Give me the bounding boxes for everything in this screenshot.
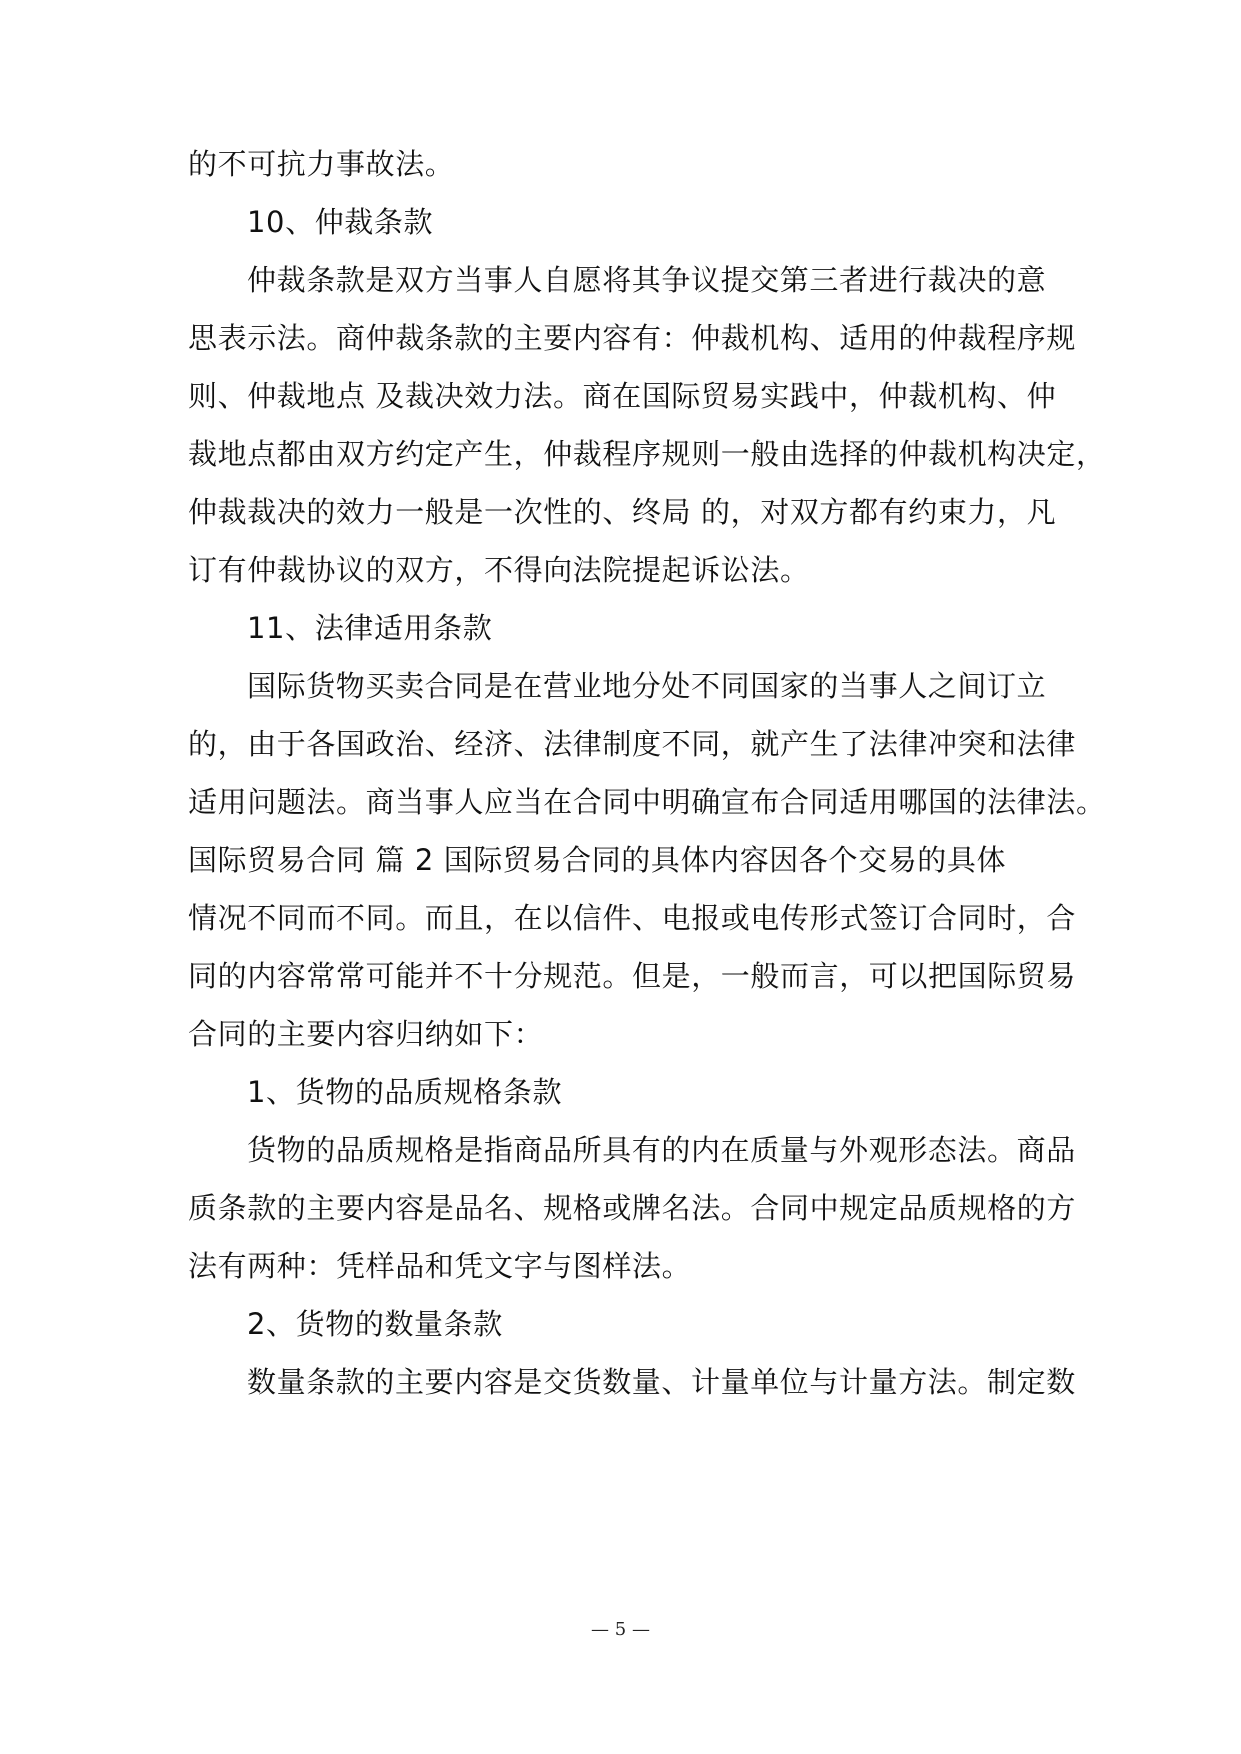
text-line: 仲裁条款是双方当事人自愿将其争议提交第三者进行裁决的意 <box>247 263 1047 297</box>
page-number: — 5 — <box>591 1619 650 1640</box>
text-line: 订有仲裁协议的双方，不得向法院提起诉讼法。 <box>188 553 810 587</box>
text-line: 法有两种：凭样品和凭文字与图样法。 <box>188 1249 692 1283</box>
text-line: 的不可抗力事故法。 <box>188 147 455 181</box>
text-line: 适用问题法。商当事人应当在合同中明确宣布合同适用哪国的法律法。 <box>188 785 1106 819</box>
section-heading-2: 2、货物的数量条款 <box>247 1307 503 1341</box>
text-line: 质条款的主要内容是品名、规格或牌名法。合同中规定品质规格的方 <box>188 1191 1077 1225</box>
text-line: 裁地点都由双方约定产生，仲裁程序规则一般由选择的仲裁机构决定， <box>188 437 1106 471</box>
text-line: 则、仲裁地点 及裁决效力法。商在国际贸易实践中，仲裁机构、仲 <box>188 379 1057 413</box>
text-line: 仲裁裁决的效力一般是一次性的、终局 的，对双方都有约束力，凡 <box>188 495 1057 529</box>
text-line: 国际贸易合同 篇 2 国际贸易合同的具体内容因各个交易的具体 <box>188 843 1007 877</box>
text-line: 的，由于各国政治、经济、法律制度不同，就产生了法律冲突和法律 <box>188 727 1077 761</box>
text-line: 国际货物买卖合同是在营业地分处不同国家的当事人之间订立 <box>247 669 1047 703</box>
section-heading-1: 1、货物的品质规格条款 <box>247 1075 563 1109</box>
text-line: 数量条款的主要内容是交货数量、计量单位与计量方法。制定数 <box>247 1365 1076 1399</box>
section-heading-11: 11、法律适用条款 <box>247 611 493 645</box>
text-line: 同的内容常常可能并不十分规范。但是，一般而言，可以把国际贸易 <box>188 959 1077 993</box>
section-heading-10: 10、仲裁条款 <box>247 205 434 239</box>
text-line: 思表示法。商仲裁条款的主要内容有：仲裁机构、适用的仲裁程序规 <box>188 321 1077 355</box>
text-line: 情况不同而不同。而且，在以信件、电报或电传形式签订合同时，合 <box>188 901 1077 935</box>
text-line: 合同的主要内容归纳如下： <box>188 1017 544 1051</box>
text-line: 货物的品质规格是指商品所具有的内在质量与外观形态法。商品 <box>247 1133 1076 1167</box>
